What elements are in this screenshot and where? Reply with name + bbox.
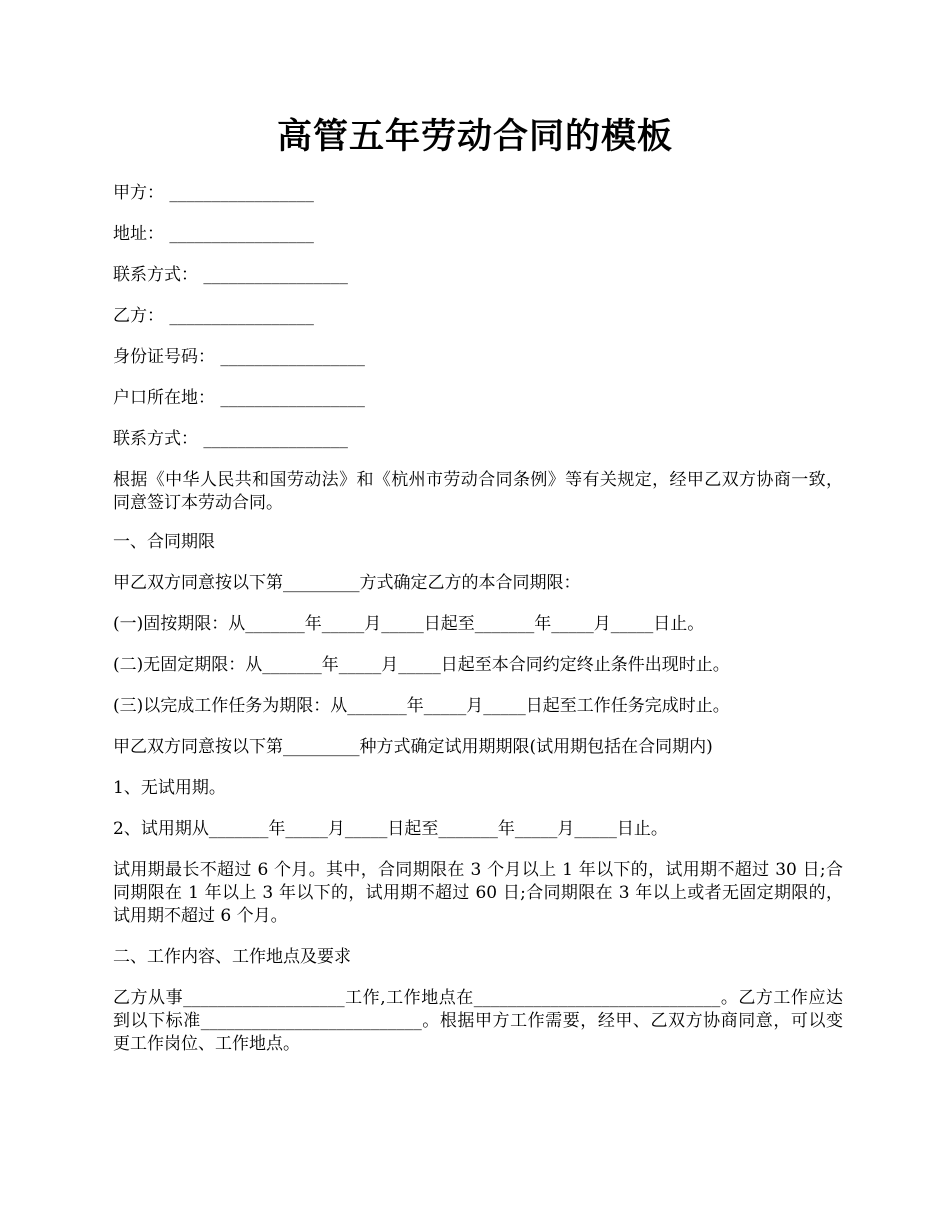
term-option-fixed: (一)固按期限：从_______年_____月_____日起至_______年_____月_____日止。 <box>113 614 705 634</box>
field-household-registration: 户口所在地： _________________ <box>113 388 365 408</box>
field-contact-a: 联系方式： _________________ <box>113 265 348 285</box>
probation-option-period: 2、试用期从_______年_____月_____日起至_______年_____月_____日止。 <box>113 819 668 839</box>
document-title: 高管五年劳动合同的模板 <box>276 116 673 157</box>
field-party-a: 甲方： _________________ <box>113 183 314 203</box>
field-party-b: 乙方： _________________ <box>113 306 314 326</box>
probation-option-none: 1、无试用期。 <box>113 778 226 798</box>
field-id-number: 身份证号码： _________________ <box>113 347 365 367</box>
intro-paragraph: 根据《中华人民共和国劳动法》和《杭州市劳动合同条例》等有关规定，经甲乙双方协商一致，同意签订本劳动合同。 <box>113 470 843 513</box>
probation-choice-line: 甲乙双方同意按以下第_________种方式确定试用期期限(试用期包括在合同期内) <box>113 737 713 757</box>
probation-note-paragraph: 试用期最长不超过 6 个月。其中，合同期限在 3 个月以上 1 年以下的，试用期不超过 30 日;合同期限在 1 年以上 3 年以下的，试用期不超过 60 日;合同期限在 3 年以上或者无固定期限的，试用期不超过 6 个月。 <box>113 860 843 926</box>
section-heading-term: 一、合同期限 <box>113 532 215 552</box>
field-contact-b: 联系方式： _________________ <box>113 429 348 449</box>
term-choice-line: 甲乙双方同意按以下第_________方式确定乙方的本合同期限： <box>113 573 581 593</box>
work-content-paragraph: 乙方从事___________________工作,工作地点在_____________________________。乙方工作应达到以下标准__________________________。根据甲方工作需要，经甲、乙双方协商同意，可以变更工作岗位、工作地点。 <box>113 988 843 1054</box>
field-address: 地址： _________________ <box>113 224 314 244</box>
term-option-task: (三)以完成工作任务为期限：从_______年_____月_____日起至工作任务完成时止。 <box>113 696 730 716</box>
term-option-open: (二)无固定期限：从_______年_____月_____日起至本合同约定终止条件出现时止。 <box>113 655 730 675</box>
section-heading-work: 二、工作内容、工作地点及要求 <box>113 947 351 967</box>
